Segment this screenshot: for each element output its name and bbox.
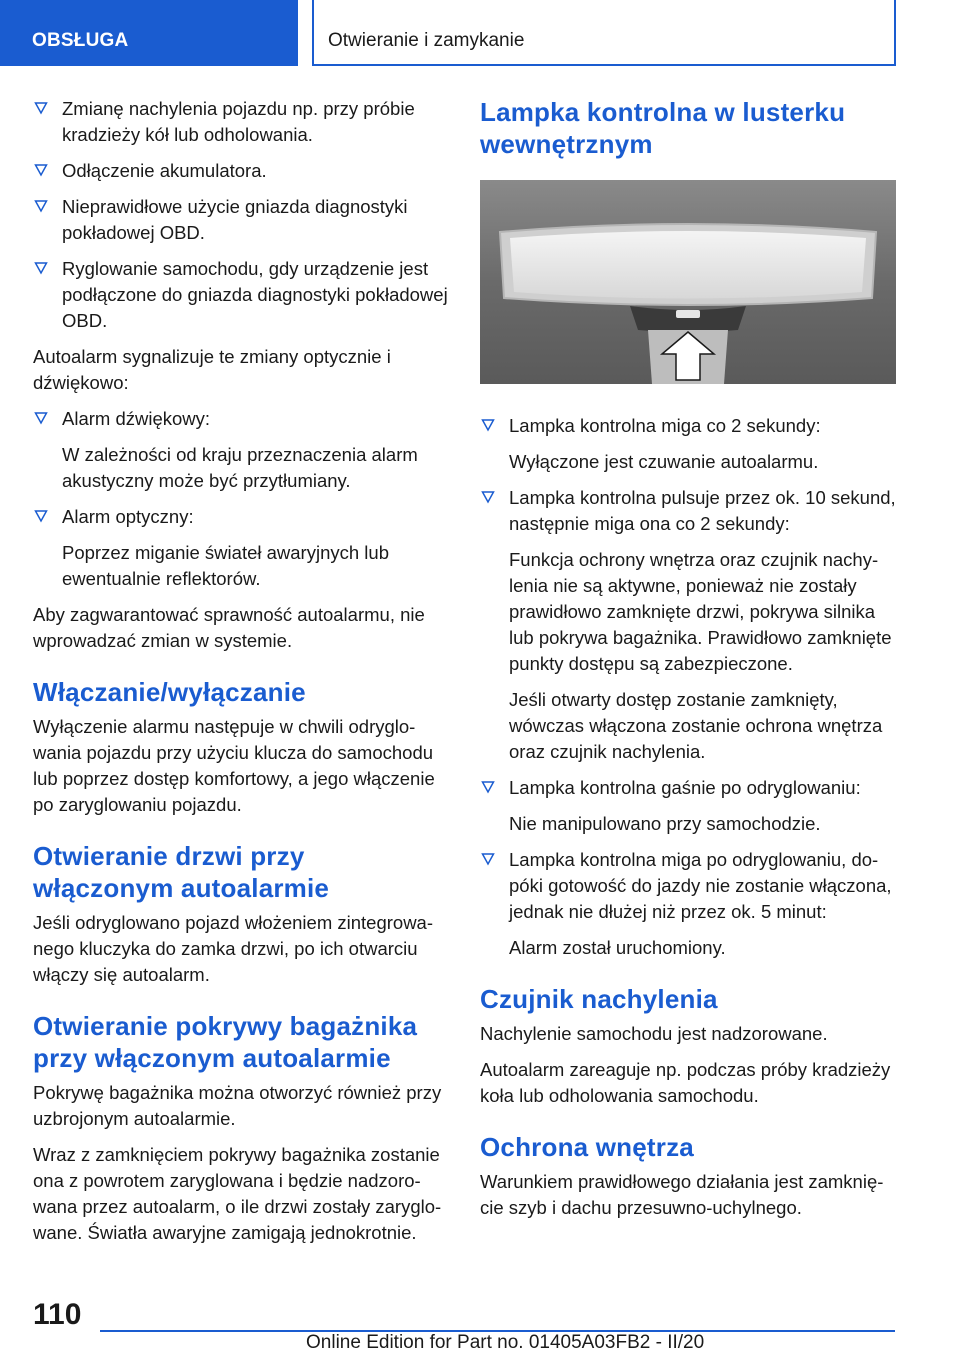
list-item-text: Ryglowanie samochodu, gdy urządzenie jest podłączone do gniazda diagnostyki pokładowej OBD. — [62, 258, 448, 331]
list-item-text: Zmianę nachylenia pojazdu np. przy próbie kradzieży kół lub odholowania. — [62, 98, 415, 145]
list-item-desc: Funkcja ochrony wnętrza oraz czujnik nachylenia nie są aktywne, ponieważ nie zostały prawidłowo zamknięte drzwi, pokrywa silnika lub pokrywa bagażnika. Prawidłowo zamknięte punkty dostępu są zabezpieczone. — [509, 549, 892, 674]
bullet-triangle-icon — [481, 490, 495, 504]
bullet-triangle-icon — [481, 780, 495, 794]
list-item — [480, 413, 900, 439]
bullet-triangle-icon — [481, 418, 495, 432]
list-item-desc: W zależności od kraju przeznaczenia alarm akustyczny może być przytłumiany. — [62, 444, 418, 491]
bullet-triangle-icon — [34, 509, 48, 523]
list-item — [33, 96, 449, 148]
bullet-triangle-icon — [34, 199, 48, 213]
heading-interior: Ochrona wnętrza — [480, 1132, 694, 1162]
warranty-note: Aby zagwarantować sprawność autoalarmu, nie wprowadzać zmian w systemie. — [33, 604, 425, 651]
paragraph-tilt-2: Autoalarm zareaguje np. podczas próby kradzieży koła lub odholowania samochodu. — [480, 1059, 891, 1106]
list-item-text: Lampka kontrolna miga co 2 sekundy: — [509, 415, 821, 436]
bullet-triangle-icon — [481, 852, 495, 866]
page-header — [0, 0, 960, 66]
heading-lamp: Lampka kontrolna w lusterku wewnętrznym — [480, 97, 846, 159]
list-item — [480, 847, 900, 925]
list-item — [480, 485, 900, 537]
list-item — [33, 504, 449, 530]
list-item-desc: Wyłączone jest czuwanie autoalarmu. — [509, 451, 819, 472]
edition-note: Online Edition for Part no. 01405A03FB2 - II/20 — [306, 1332, 705, 1353]
chapter-title: Otwieranie i zamykanie — [312, 0, 896, 66]
list-item-desc: Poprzez miganie świateł awaryjnych lub ewentualnie reflektorów. — [62, 542, 389, 589]
heading-tilt: Czujnik nachylenia — [480, 984, 718, 1014]
list-item-desc: Alarm został uruchomiony. — [509, 937, 726, 958]
list-item — [33, 256, 449, 334]
bullet-triangle-icon — [34, 261, 48, 275]
list-item-text: Lampka kontrolna gaśnie po odryglowaniu: — [509, 777, 861, 798]
signal-intro: Autoalarm sygnalizuje te zmiany optycznie i dźwiękowo: — [33, 346, 391, 393]
list-item — [480, 775, 900, 801]
section-tab: OBSŁUGA — [0, 0, 298, 66]
left-column — [33, 96, 449, 1256]
paragraph-trunk-2: Wraz z zamknięciem pokrywy bagażnika zostanie ona z powrotem zaryglowana i będzie nadzorowana przez autoalarm, o ile drzwi zostały zaryglowane. Światła awaryjne zamigają jednokrotnie. — [33, 1144, 442, 1243]
heading-on-off: Włączanie/wyłączanie — [33, 677, 306, 707]
paragraph-trunk-1: Pokrywę bagażnika można otworzyć również przy uzbrojonym autoalarmie. — [33, 1082, 442, 1129]
list-item-desc: Jeśli otwarty dostęp zostanie zamknięty, wówczas włączona zostanie ochrona wnętrza oraz czujnik nachylenia. — [509, 689, 883, 762]
list-item — [33, 406, 449, 432]
mirror-illustration — [480, 180, 896, 384]
list-item-text: Alarm optyczny: — [62, 506, 194, 527]
list-item-text: Odłączenie akumulatora. — [62, 160, 267, 181]
heading-trunk: Otwieranie pokrywy bagażnika przy włączonym autoalarmie — [33, 1011, 418, 1073]
list-item-text: Lampka kontrolna miga po odryglowaniu, dopóki gotowość do jazdy nie zostanie włączona, jednak nie dłużej niż przez ok. 5 minut: — [509, 849, 892, 922]
bullet-triangle-icon — [34, 163, 48, 177]
paragraph-doors: Jeśli odryglowano pojazd włożeniem zintegrowanego kluczyka do zamka drzwi, po ich otwarciu włączy się autoalarm. — [33, 912, 434, 985]
page-number: 110 — [33, 1298, 82, 1331]
right-column — [480, 96, 900, 1231]
list-item-text: Lampka kontrolna pulsuje przez ok. 10 sekund, następnie miga ona co 2 sekundy: — [509, 487, 896, 534]
list-item — [33, 158, 449, 184]
paragraph-on-off: Wyłączenie alarmu następuje w chwili odryglowania pojazdu przy użyciu klucza do samochodu lub poprzez dostęp komfortowy, a jego włączenie po zaryglowaniu pojazdu. — [33, 716, 435, 815]
list-item-text: Alarm dźwiękowy: — [62, 408, 211, 429]
bullet-triangle-icon — [34, 101, 48, 115]
paragraph-interior: Warunkiem prawidłowego działania jest zamknięcie szyb i dachu przesuwno-uchylnego. — [480, 1171, 884, 1218]
list-item — [33, 194, 449, 246]
list-item-desc: Nie manipulowano przy samochodzie. — [509, 813, 821, 834]
heading-doors: Otwieranie drzwi przy włączonym autoalarmie — [33, 841, 330, 903]
bullet-triangle-icon — [34, 411, 48, 425]
paragraph-tilt-1: Nachylenie samochodu jest nadzorowane. — [480, 1023, 828, 1044]
list-item-text: Nieprawidłowe użycie gniazda diagnostyki pokładowej OBD. — [62, 196, 408, 243]
